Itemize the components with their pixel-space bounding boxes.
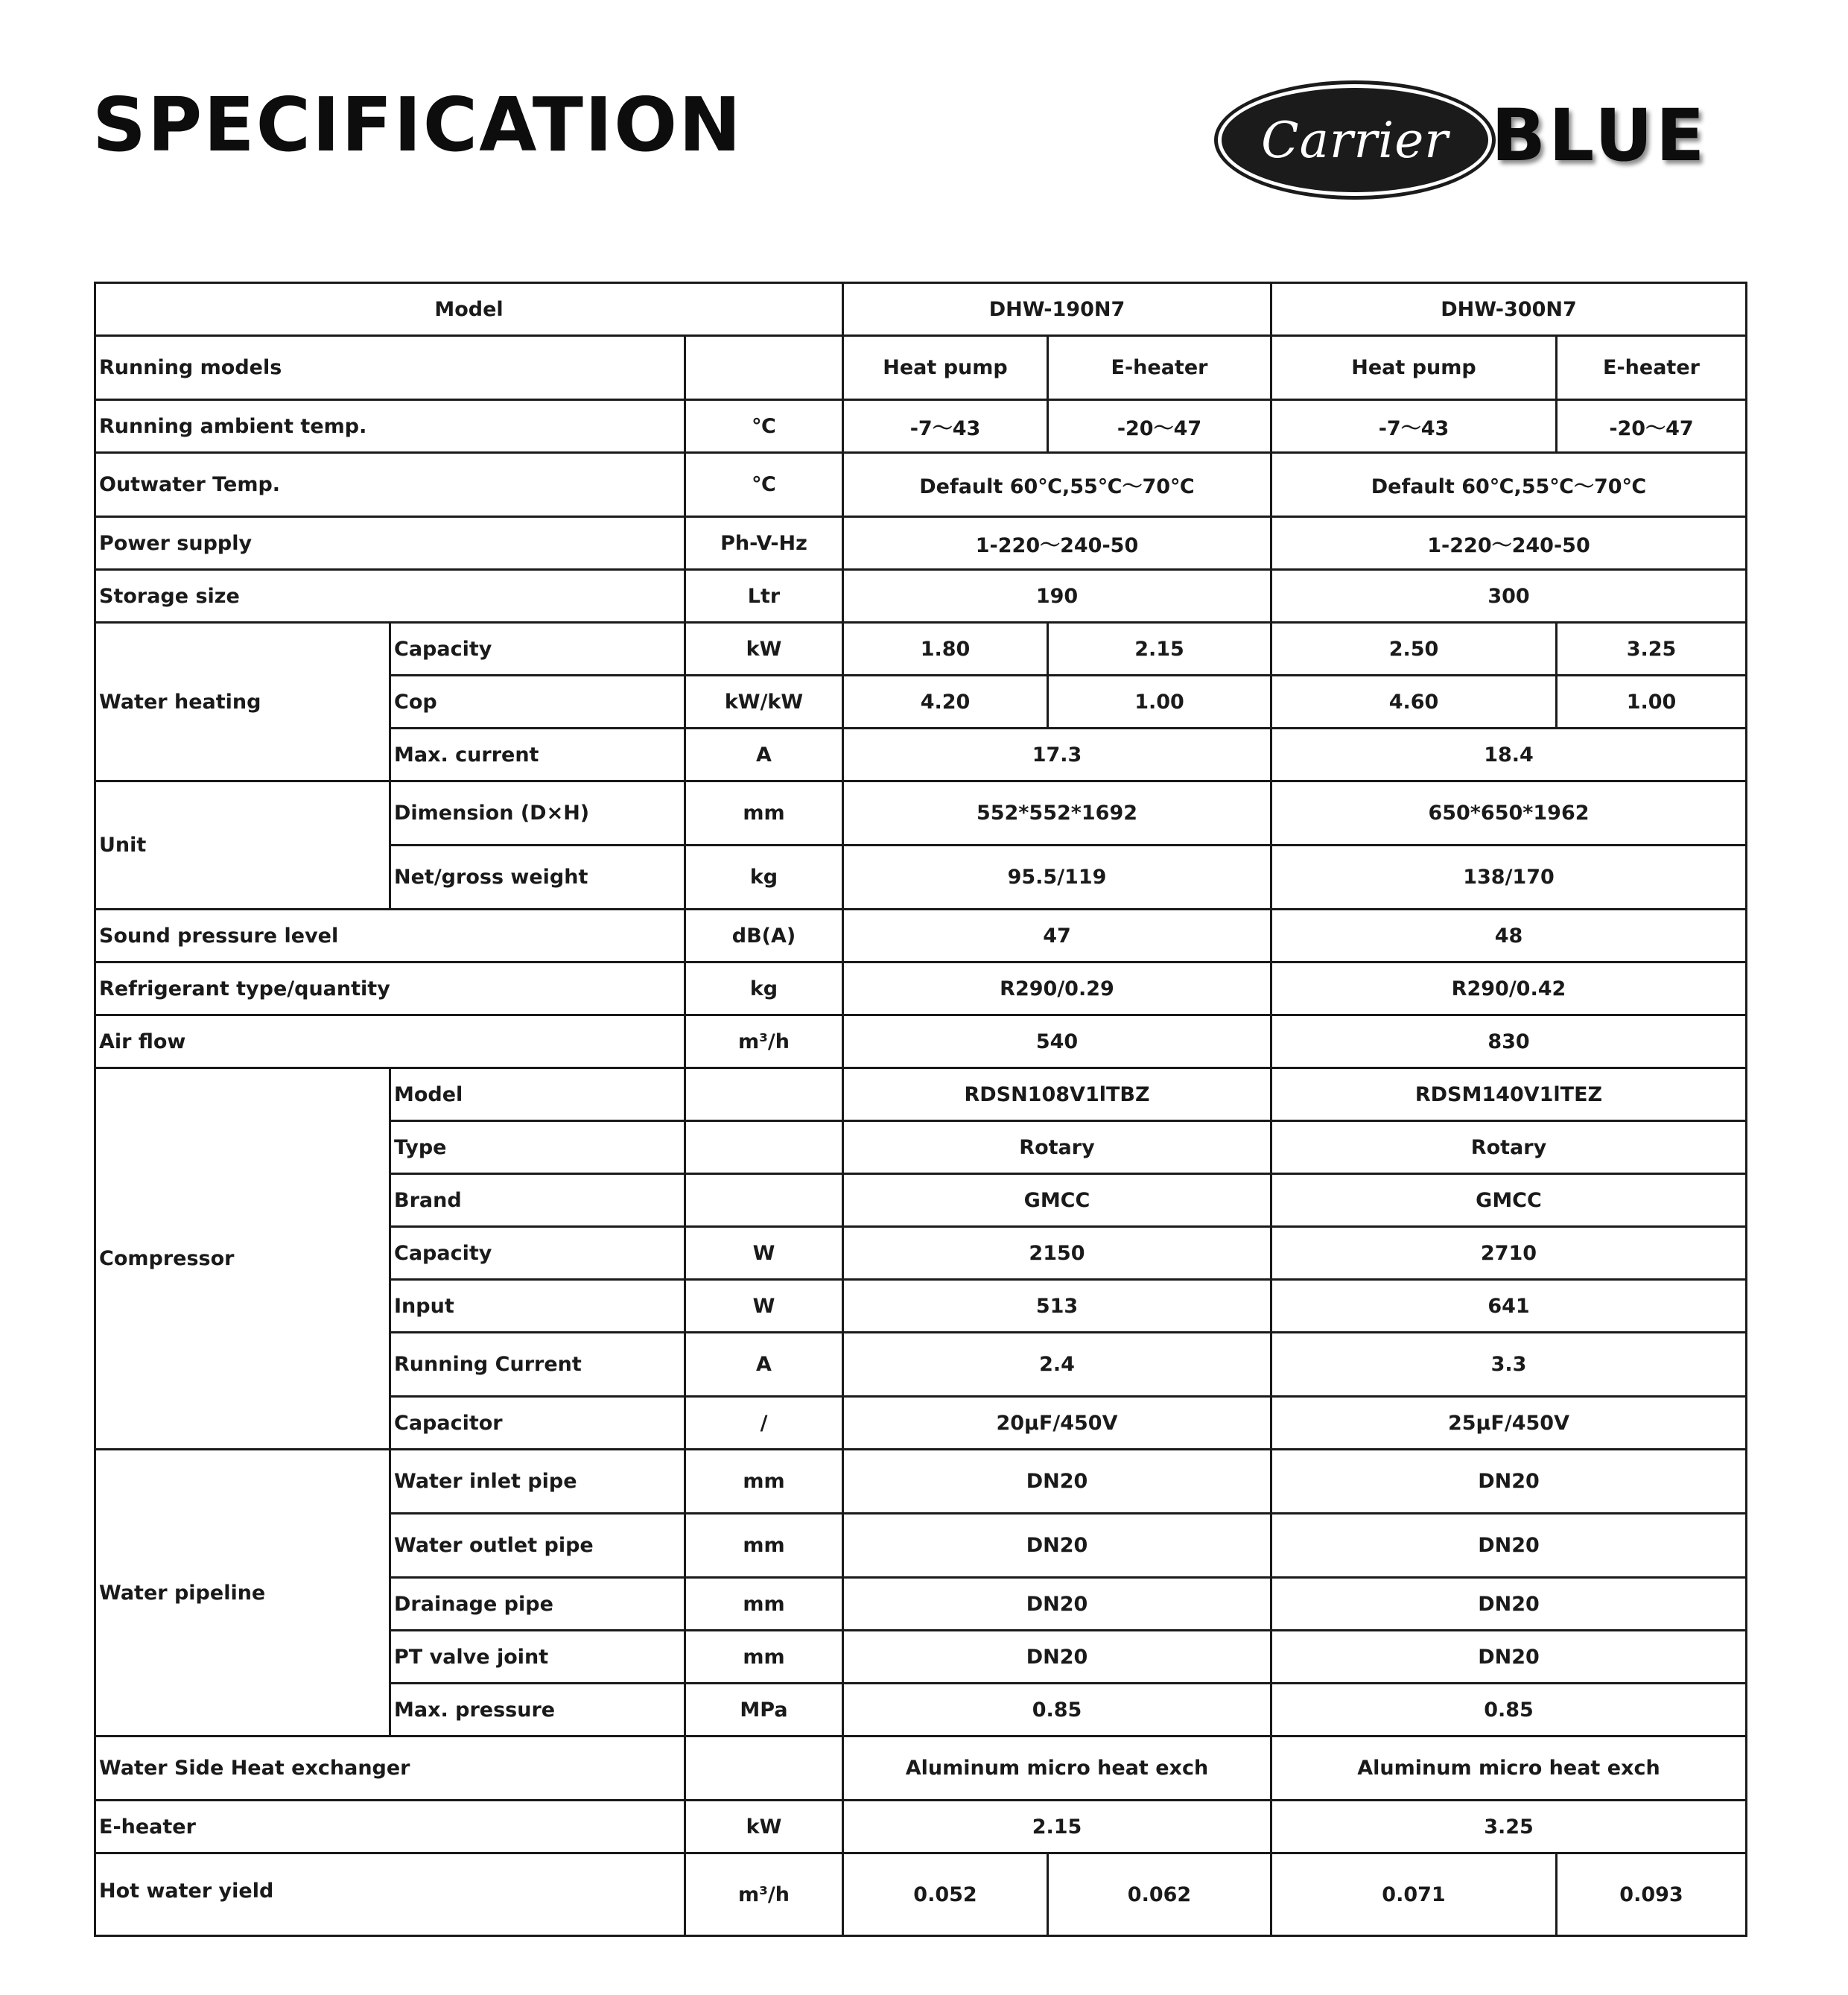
comp-model-unit xyxy=(685,1068,843,1121)
table-row-storage-size xyxy=(95,570,1747,623)
table-row-heat-exchanger xyxy=(95,1736,1747,1801)
wh-max-current-a: 17.3 xyxy=(843,729,1271,781)
pipe-inlet-b: DN20 xyxy=(1271,1450,1747,1514)
ambient-temp-b-eh: -20～47 xyxy=(1557,400,1747,453)
table-row-power-supply xyxy=(95,517,1747,570)
comp-capacity-label: Capacity xyxy=(390,1227,685,1280)
pipe-outlet-label: Water outlet pipe xyxy=(390,1514,685,1578)
wh-cop-b-hp: 4.60 xyxy=(1271,676,1557,729)
pipe-pt-valve-label: PT valve joint xyxy=(390,1631,685,1684)
page-title: SPECIFICATION xyxy=(92,81,743,168)
sound-pressure-unit: dB(A) xyxy=(685,910,843,962)
wh-capacity-unit: kW xyxy=(685,623,843,676)
unit-weight-label: Net/gross weight xyxy=(390,846,685,910)
hot-water-yield-label: Hot water yield xyxy=(95,1853,685,1936)
e-heater-a: 2.15 xyxy=(843,1801,1271,1853)
power-supply-b: 1-220～240-50 xyxy=(1271,517,1747,570)
running-models-a-eh: E-heater xyxy=(1048,336,1271,400)
pipe-max-pressure-a: 0.85 xyxy=(843,1684,1271,1736)
storage-size-unit: Ltr xyxy=(685,570,843,623)
model-header-label: Model xyxy=(95,283,843,336)
wh-capacity-label: Capacity xyxy=(390,623,685,676)
comp-type-unit xyxy=(685,1121,843,1174)
sound-pressure-b: 48 xyxy=(1271,910,1747,962)
running-models-a-hp: Heat pump xyxy=(843,336,1048,400)
ambient-temp-unit: ℃ xyxy=(685,400,843,453)
carrier-oval-badge xyxy=(1222,88,1488,192)
sound-pressure-label: Sound pressure level xyxy=(95,910,685,962)
refrigerant-label: Refrigerant type/quantity xyxy=(95,962,685,1015)
table-row-running-models xyxy=(95,336,1747,400)
heat-exchanger-label: Water Side Heat exchanger xyxy=(95,1736,685,1801)
unit-weight-unit: kg xyxy=(685,846,843,910)
outwater-temp-label: Outwater Temp. xyxy=(95,453,685,517)
refrigerant-b: R290/0.42 xyxy=(1271,962,1747,1015)
comp-capacitor-unit: / xyxy=(685,1397,843,1450)
wh-cop-a-eh: 1.00 xyxy=(1048,676,1271,729)
comp-model-b: RDSM140V1lTEZ xyxy=(1271,1068,1747,1121)
unit-label: Unit xyxy=(95,781,390,910)
logo-script-text: Carrier xyxy=(1261,111,1449,169)
storage-size-b: 300 xyxy=(1271,570,1747,623)
table-row-pipe-inlet xyxy=(95,1450,1747,1514)
outwater-temp-b: Default 60℃,55℃～70℃ xyxy=(1271,453,1747,517)
wh-cop-b-eh: 1.00 xyxy=(1557,676,1747,729)
pipe-inlet-unit: mm xyxy=(685,1450,843,1514)
refrigerant-a: R290/0.29 xyxy=(843,962,1271,1015)
unit-dimension-a: 552*552*1692 xyxy=(843,781,1271,846)
pipe-outlet-a: DN20 xyxy=(843,1514,1271,1578)
comp-running-current-b: 3.3 xyxy=(1271,1333,1747,1397)
pipe-pt-valve-unit: mm xyxy=(685,1631,843,1684)
comp-brand-unit xyxy=(685,1174,843,1227)
pipe-drainage-unit: mm xyxy=(685,1578,843,1631)
air-flow-a: 540 xyxy=(843,1015,1271,1068)
outwater-temp-a: Default 60℃,55℃～70℃ xyxy=(843,453,1271,517)
storage-size-label: Storage size xyxy=(95,570,685,623)
sound-pressure-a: 47 xyxy=(843,910,1271,962)
e-heater-b: 3.25 xyxy=(1271,1801,1747,1853)
comp-input-b: 641 xyxy=(1271,1280,1747,1333)
comp-brand-b: GMCC xyxy=(1271,1174,1747,1227)
table-row-e-heater xyxy=(95,1801,1747,1853)
heat-exchanger-a: Aluminum micro heat exch xyxy=(843,1736,1271,1801)
running-models-b-eh: E-heater xyxy=(1557,336,1747,400)
comp-input-a: 513 xyxy=(843,1280,1271,1333)
pipe-max-pressure-b: 0.85 xyxy=(1271,1684,1747,1736)
pipe-drainage-a: DN20 xyxy=(843,1578,1271,1631)
wh-cop-a-hp: 4.20 xyxy=(843,676,1048,729)
table-row-hot-water-yield xyxy=(95,1853,1747,1936)
power-supply-label: Power supply xyxy=(95,517,685,570)
wh-capacity-a-hp: 1.80 xyxy=(843,623,1048,676)
model-a-header: DHW-190N7 xyxy=(843,283,1271,336)
pipe-max-pressure-label: Max. pressure xyxy=(390,1684,685,1736)
e-heater-label: E-heater xyxy=(95,1801,685,1853)
unit-dimension-label: Dimension (D×H) xyxy=(390,781,685,846)
pipe-outlet-b: DN20 xyxy=(1271,1514,1747,1578)
air-flow-label: Air flow xyxy=(95,1015,685,1068)
comp-model-label: Model xyxy=(390,1068,685,1121)
comp-capacitor-b: 25μF/450V xyxy=(1271,1397,1747,1450)
power-supply-a: 1-220～240-50 xyxy=(843,517,1271,570)
e-heater-unit: kW xyxy=(685,1801,843,1853)
hot-water-yield-unit: m³/h xyxy=(685,1853,843,1936)
pipe-max-pressure-unit: MPa xyxy=(685,1684,843,1736)
hot-water-yield-a-hp: 0.052 xyxy=(843,1853,1048,1936)
running-models-label: Running models xyxy=(95,336,685,400)
running-models-unit xyxy=(685,336,843,400)
ambient-temp-a-hp: -7～43 xyxy=(843,400,1048,453)
pipe-inlet-a: DN20 xyxy=(843,1450,1271,1514)
table-row-sound-pressure xyxy=(95,910,1747,962)
wh-capacity-b-eh: 3.25 xyxy=(1557,623,1747,676)
comp-running-current-unit: A xyxy=(685,1333,843,1397)
pipe-pt-valve-b: DN20 xyxy=(1271,1631,1747,1684)
table-row-ambient-temp xyxy=(95,400,1747,453)
pipe-drainage-b: DN20 xyxy=(1271,1578,1747,1631)
table-row-unit-dimension xyxy=(95,781,1747,846)
storage-size-a: 190 xyxy=(843,570,1271,623)
ambient-temp-label: Running ambient temp. xyxy=(95,400,685,453)
table-row-wh-capacity xyxy=(95,623,1747,676)
table-row-comp-model xyxy=(95,1068,1747,1121)
air-flow-b: 830 xyxy=(1271,1015,1747,1068)
pipe-drainage-label: Drainage pipe xyxy=(390,1578,685,1631)
comp-running-current-a: 2.4 xyxy=(843,1333,1271,1397)
unit-dimension-unit: mm xyxy=(685,781,843,846)
wh-cop-unit: kW/kW xyxy=(685,676,843,729)
heat-exchanger-b: Aluminum micro heat exch xyxy=(1271,1736,1747,1801)
comp-type-label: Type xyxy=(390,1121,685,1174)
unit-dimension-b: 650*650*1962 xyxy=(1271,781,1747,846)
running-models-b-hp: Heat pump xyxy=(1271,336,1557,400)
comp-model-a: RDSN108V1lTBZ xyxy=(843,1068,1271,1121)
comp-type-b: Rotary xyxy=(1271,1121,1747,1174)
comp-capacitor-a: 20μF/450V xyxy=(843,1397,1271,1450)
table-row-model xyxy=(95,283,1747,336)
ambient-temp-a-eh: -20～47 xyxy=(1048,400,1271,453)
comp-input-unit: W xyxy=(685,1280,843,1333)
pipe-pt-valve-a: DN20 xyxy=(843,1631,1271,1684)
outwater-temp-unit: ℃ xyxy=(685,453,843,517)
heat-exchanger-unit xyxy=(685,1736,843,1801)
model-b-header: DHW-300N7 xyxy=(1271,283,1747,336)
wh-capacity-b-hp: 2.50 xyxy=(1271,623,1557,676)
comp-capacitor-label: Capacitor xyxy=(390,1397,685,1450)
comp-input-label: Input xyxy=(390,1280,685,1333)
comp-capacity-unit: W xyxy=(685,1227,843,1280)
ambient-temp-b-hp: -7～43 xyxy=(1271,400,1557,453)
water-heating-label: Water heating xyxy=(95,623,390,781)
comp-type-a: Rotary xyxy=(843,1121,1271,1174)
wh-max-current-label: Max. current xyxy=(390,729,685,781)
hot-water-yield-b-hp: 0.071 xyxy=(1271,1853,1557,1936)
wh-max-current-b: 18.4 xyxy=(1271,729,1747,781)
wh-capacity-a-eh: 2.15 xyxy=(1048,623,1271,676)
refrigerant-unit: kg xyxy=(685,962,843,1015)
wh-max-current-unit: A xyxy=(685,729,843,781)
pipe-outlet-unit: mm xyxy=(685,1514,843,1578)
air-flow-unit: m³/h xyxy=(685,1015,843,1068)
carrier-blue-logo xyxy=(1222,83,1728,195)
comp-running-current-label: Running Current xyxy=(390,1333,685,1397)
table-row-refrigerant xyxy=(95,962,1747,1015)
comp-brand-a: GMCC xyxy=(843,1174,1271,1227)
pipe-inlet-label: Water inlet pipe xyxy=(390,1450,685,1514)
hot-water-yield-b-eh: 0.093 xyxy=(1557,1853,1747,1936)
unit-weight-a: 95.5/119 xyxy=(843,846,1271,910)
unit-weight-b: 138/170 xyxy=(1271,846,1747,910)
logo-word-text: BLUE xyxy=(1491,94,1708,177)
compressor-label: Compressor xyxy=(95,1068,390,1450)
specification-table xyxy=(94,282,1747,1937)
table-row-outwater-temp xyxy=(95,453,1747,517)
water-pipeline-label: Water pipeline xyxy=(95,1450,390,1736)
comp-capacity-b: 2710 xyxy=(1271,1227,1747,1280)
hot-water-yield-a-eh: 0.062 xyxy=(1048,1853,1271,1936)
power-supply-unit: Ph-V-Hz xyxy=(685,517,843,570)
wh-cop-label: Cop xyxy=(390,676,685,729)
comp-capacity-a: 2150 xyxy=(843,1227,1271,1280)
comp-brand-label: Brand xyxy=(390,1174,685,1227)
table-row-air-flow xyxy=(95,1015,1747,1068)
